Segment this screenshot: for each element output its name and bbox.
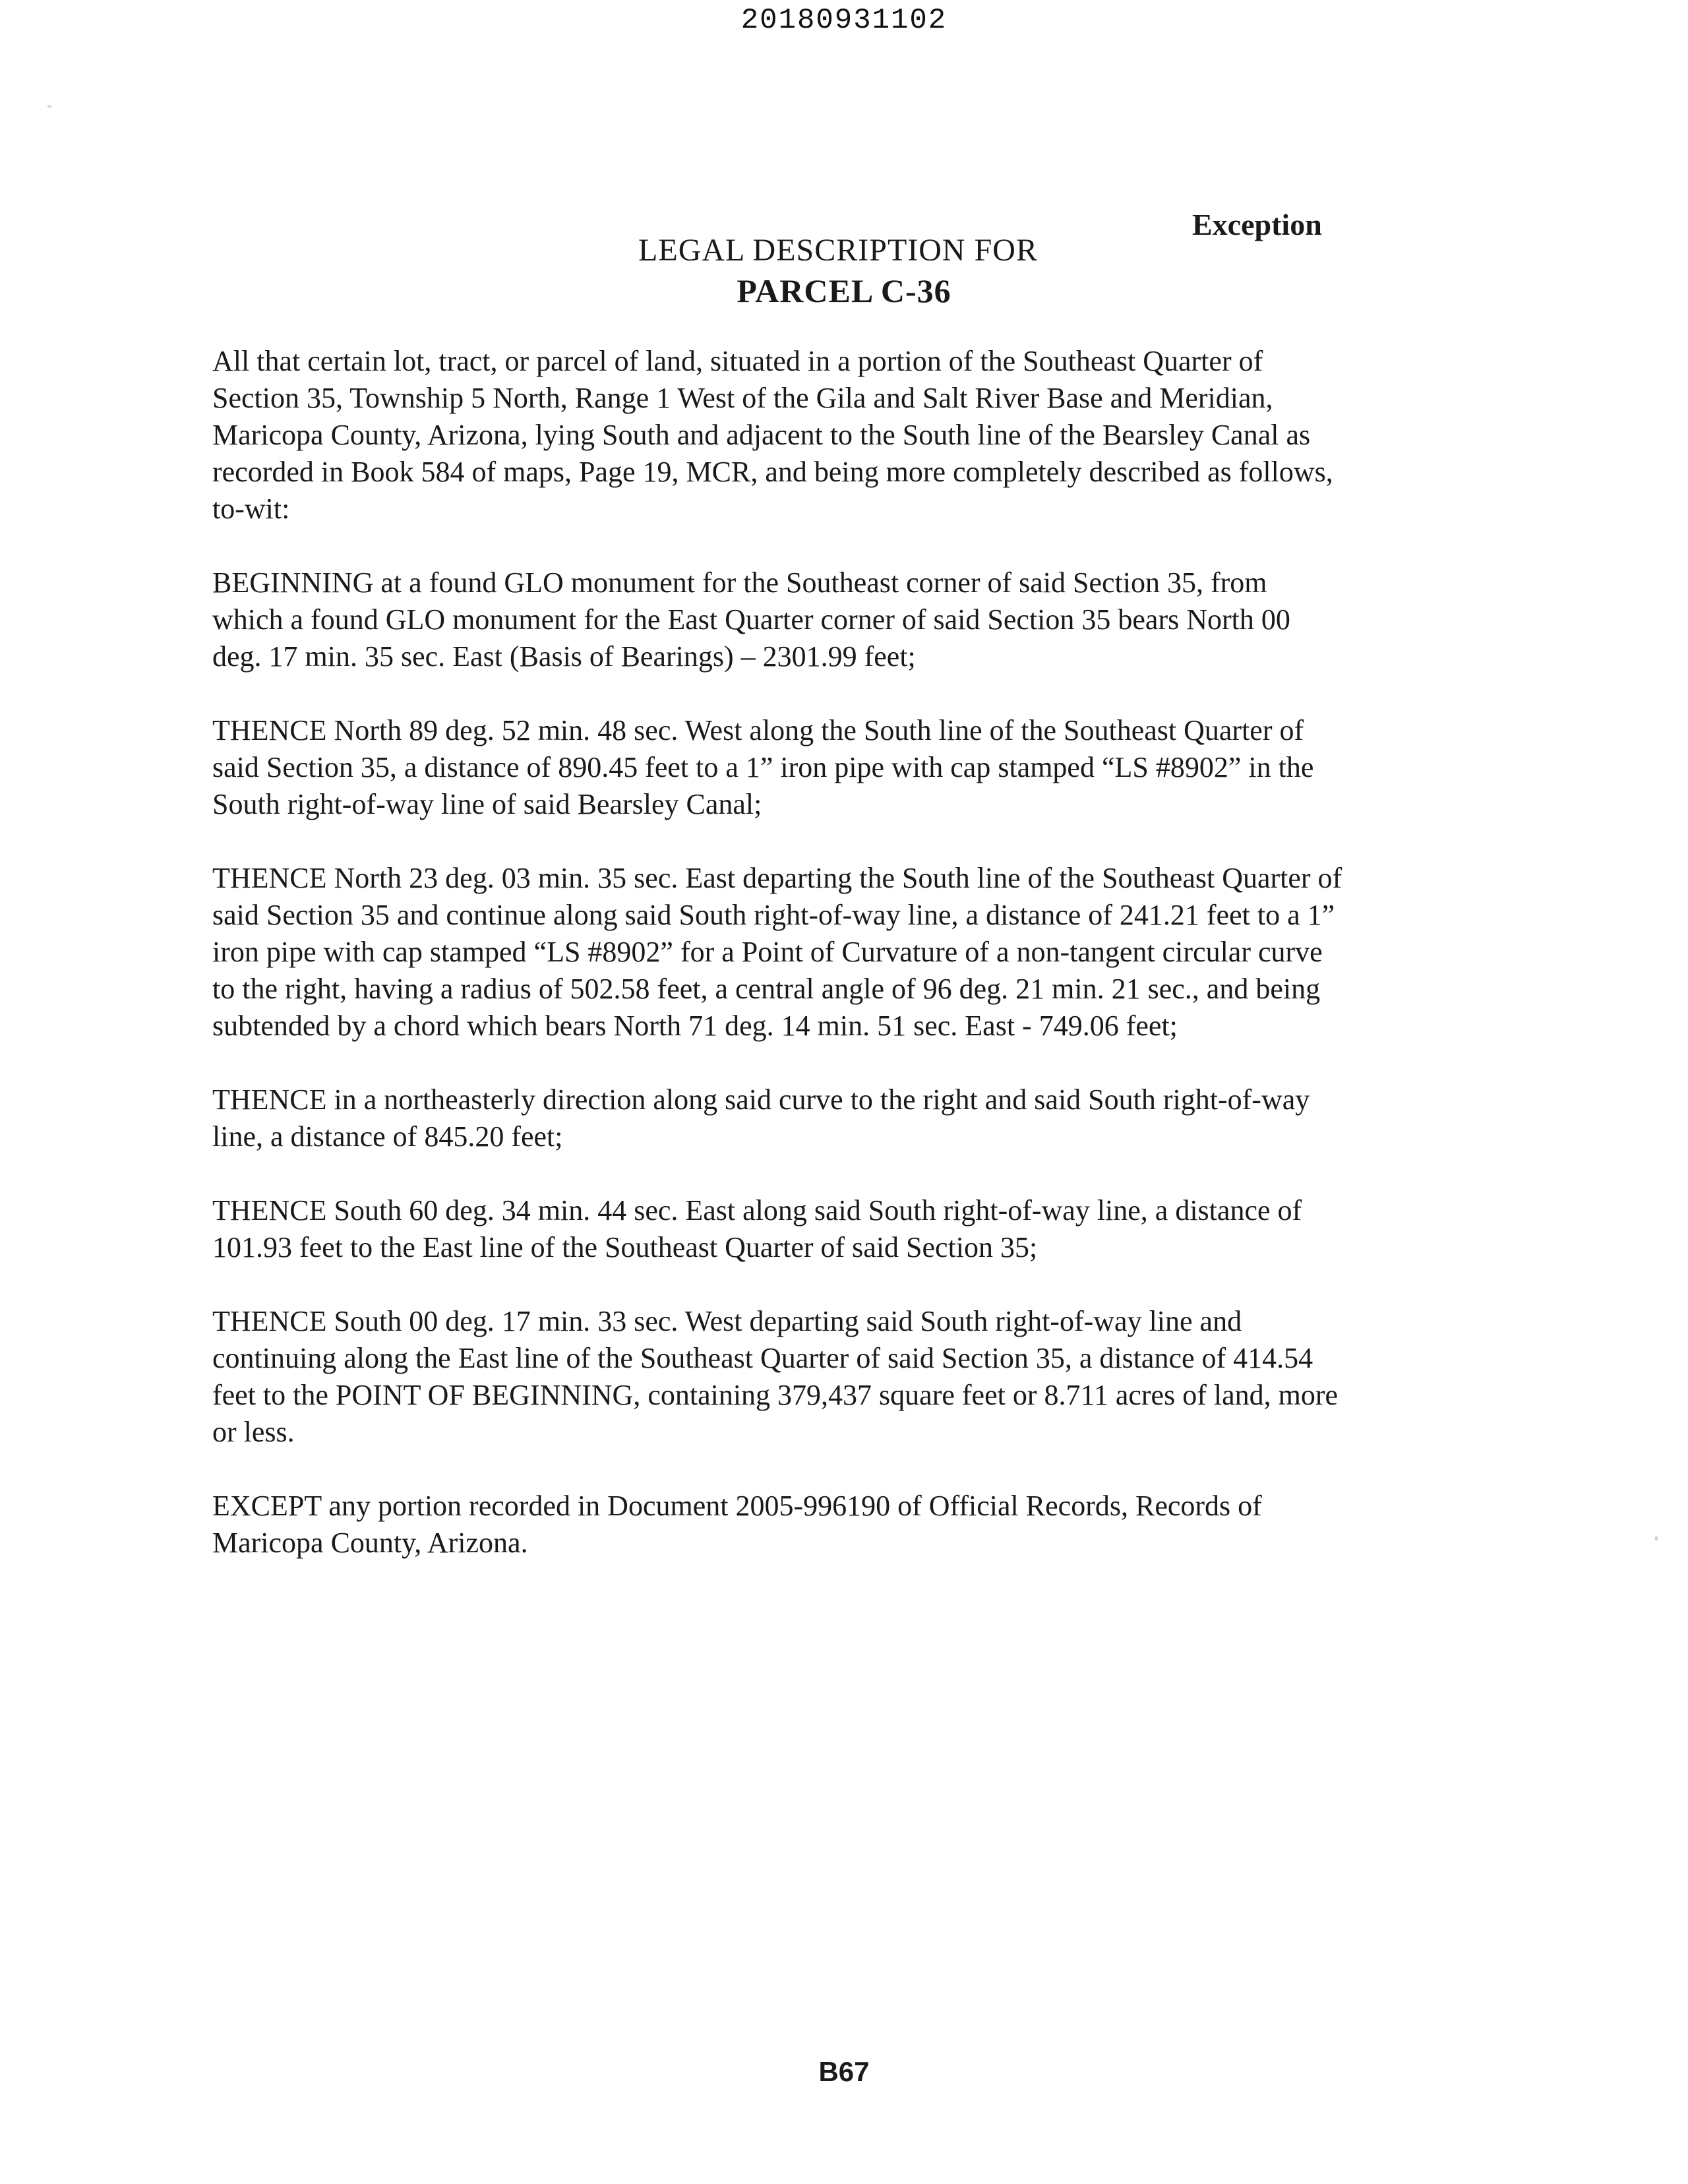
paragraph-thence-5: THENCE South 00 deg. 17 min. 33 sec. West departing said South right-of-way line and continuing along the East line of the Southeast Quarter of said Section 35, a distance of 414.54 feet to the POINT OF BEGINNING, containing 379,437 square feet or 8.711 acres of land, more or less. (212, 1305, 1339, 1448)
exception-label: Exception (1192, 208, 1322, 241)
parcel-title: PARCEL C-36 (737, 272, 951, 309)
legal-description-body (212, 343, 1485, 1598)
paragraph-beginning: BEGINNING at a found GLO monument for the Southeast corner of said Section 35, from which a found GLO monument for the East Quarter corner of said Section 35 bears North 00 deg. 17 min. 35 sec. East (Basis of Bearings) – 2301.99 feet; (212, 566, 1290, 673)
page-label: B67 (818, 2056, 870, 2087)
paragraph-thence-1: THENCE North 89 deg. 52 min. 48 sec. West along the South line of the Southeast Quarter of said Section 35, a distance of 890.45 feet to a 1” iron pipe with cap stamped “LS #8902” in the South right-of-way line of said Bearsley Canal; (212, 714, 1314, 820)
paragraph-thence-3: THENCE in a northeasterly direction along said curve to the right and said South right-of-way line, a distance of 845.20 feet; (212, 1083, 1310, 1153)
paragraph-thence-2: THENCE North 23 deg. 03 min. 35 sec. East departing the South line of the Southeast Quarter of said Section 35 and continue along said South right-of-way line, a distance of 241.21 feet to a 1” iron pipe with cap stamped “LS #8902” for a Point of Curvature of a non-tangent circular curve to the right, having a radius of 502.58 feet, a central angle of 96 deg. 21 min. 21 sec., and being subtended by a chord which bears North 71 deg. 14 min. 51 sec. East - 749.06 feet; (212, 862, 1342, 1042)
title-line-1-text: LEGAL DESCRIPTION FOR (638, 233, 1038, 268)
paragraph-intro: All that certain lot, tract, or parcel of land, situated in a portion of the Southeast Quarter of Section 35, Township 5 North, Range 1 West of the Gila and Salt River Base and Meridian, Maricopa County, Arizona, lying South and adjacent to the South line of the Bearsley Canal as recorded in Book 584 of maps, Page 19, MCR, and being more completely described as follows, to-wit: (212, 345, 1333, 525)
document-number: 20180931102 (740, 4, 948, 37)
scan-speck (1655, 1536, 1658, 1540)
paragraph-thence-4: THENCE South 60 deg. 34 min. 44 sec. East along said South right-of-way line, a distance of 101.93 feet to the East line of the Southeast Quarter of said Section 35; (212, 1194, 1302, 1263)
title-line-1 (0, 232, 1688, 268)
scan-speck (47, 106, 51, 107)
paragraph-except: EXCEPT any portion recorded in Document 2005-996190 of Official Records, Records of Maricopa County, Arizona. (212, 1490, 1262, 1559)
